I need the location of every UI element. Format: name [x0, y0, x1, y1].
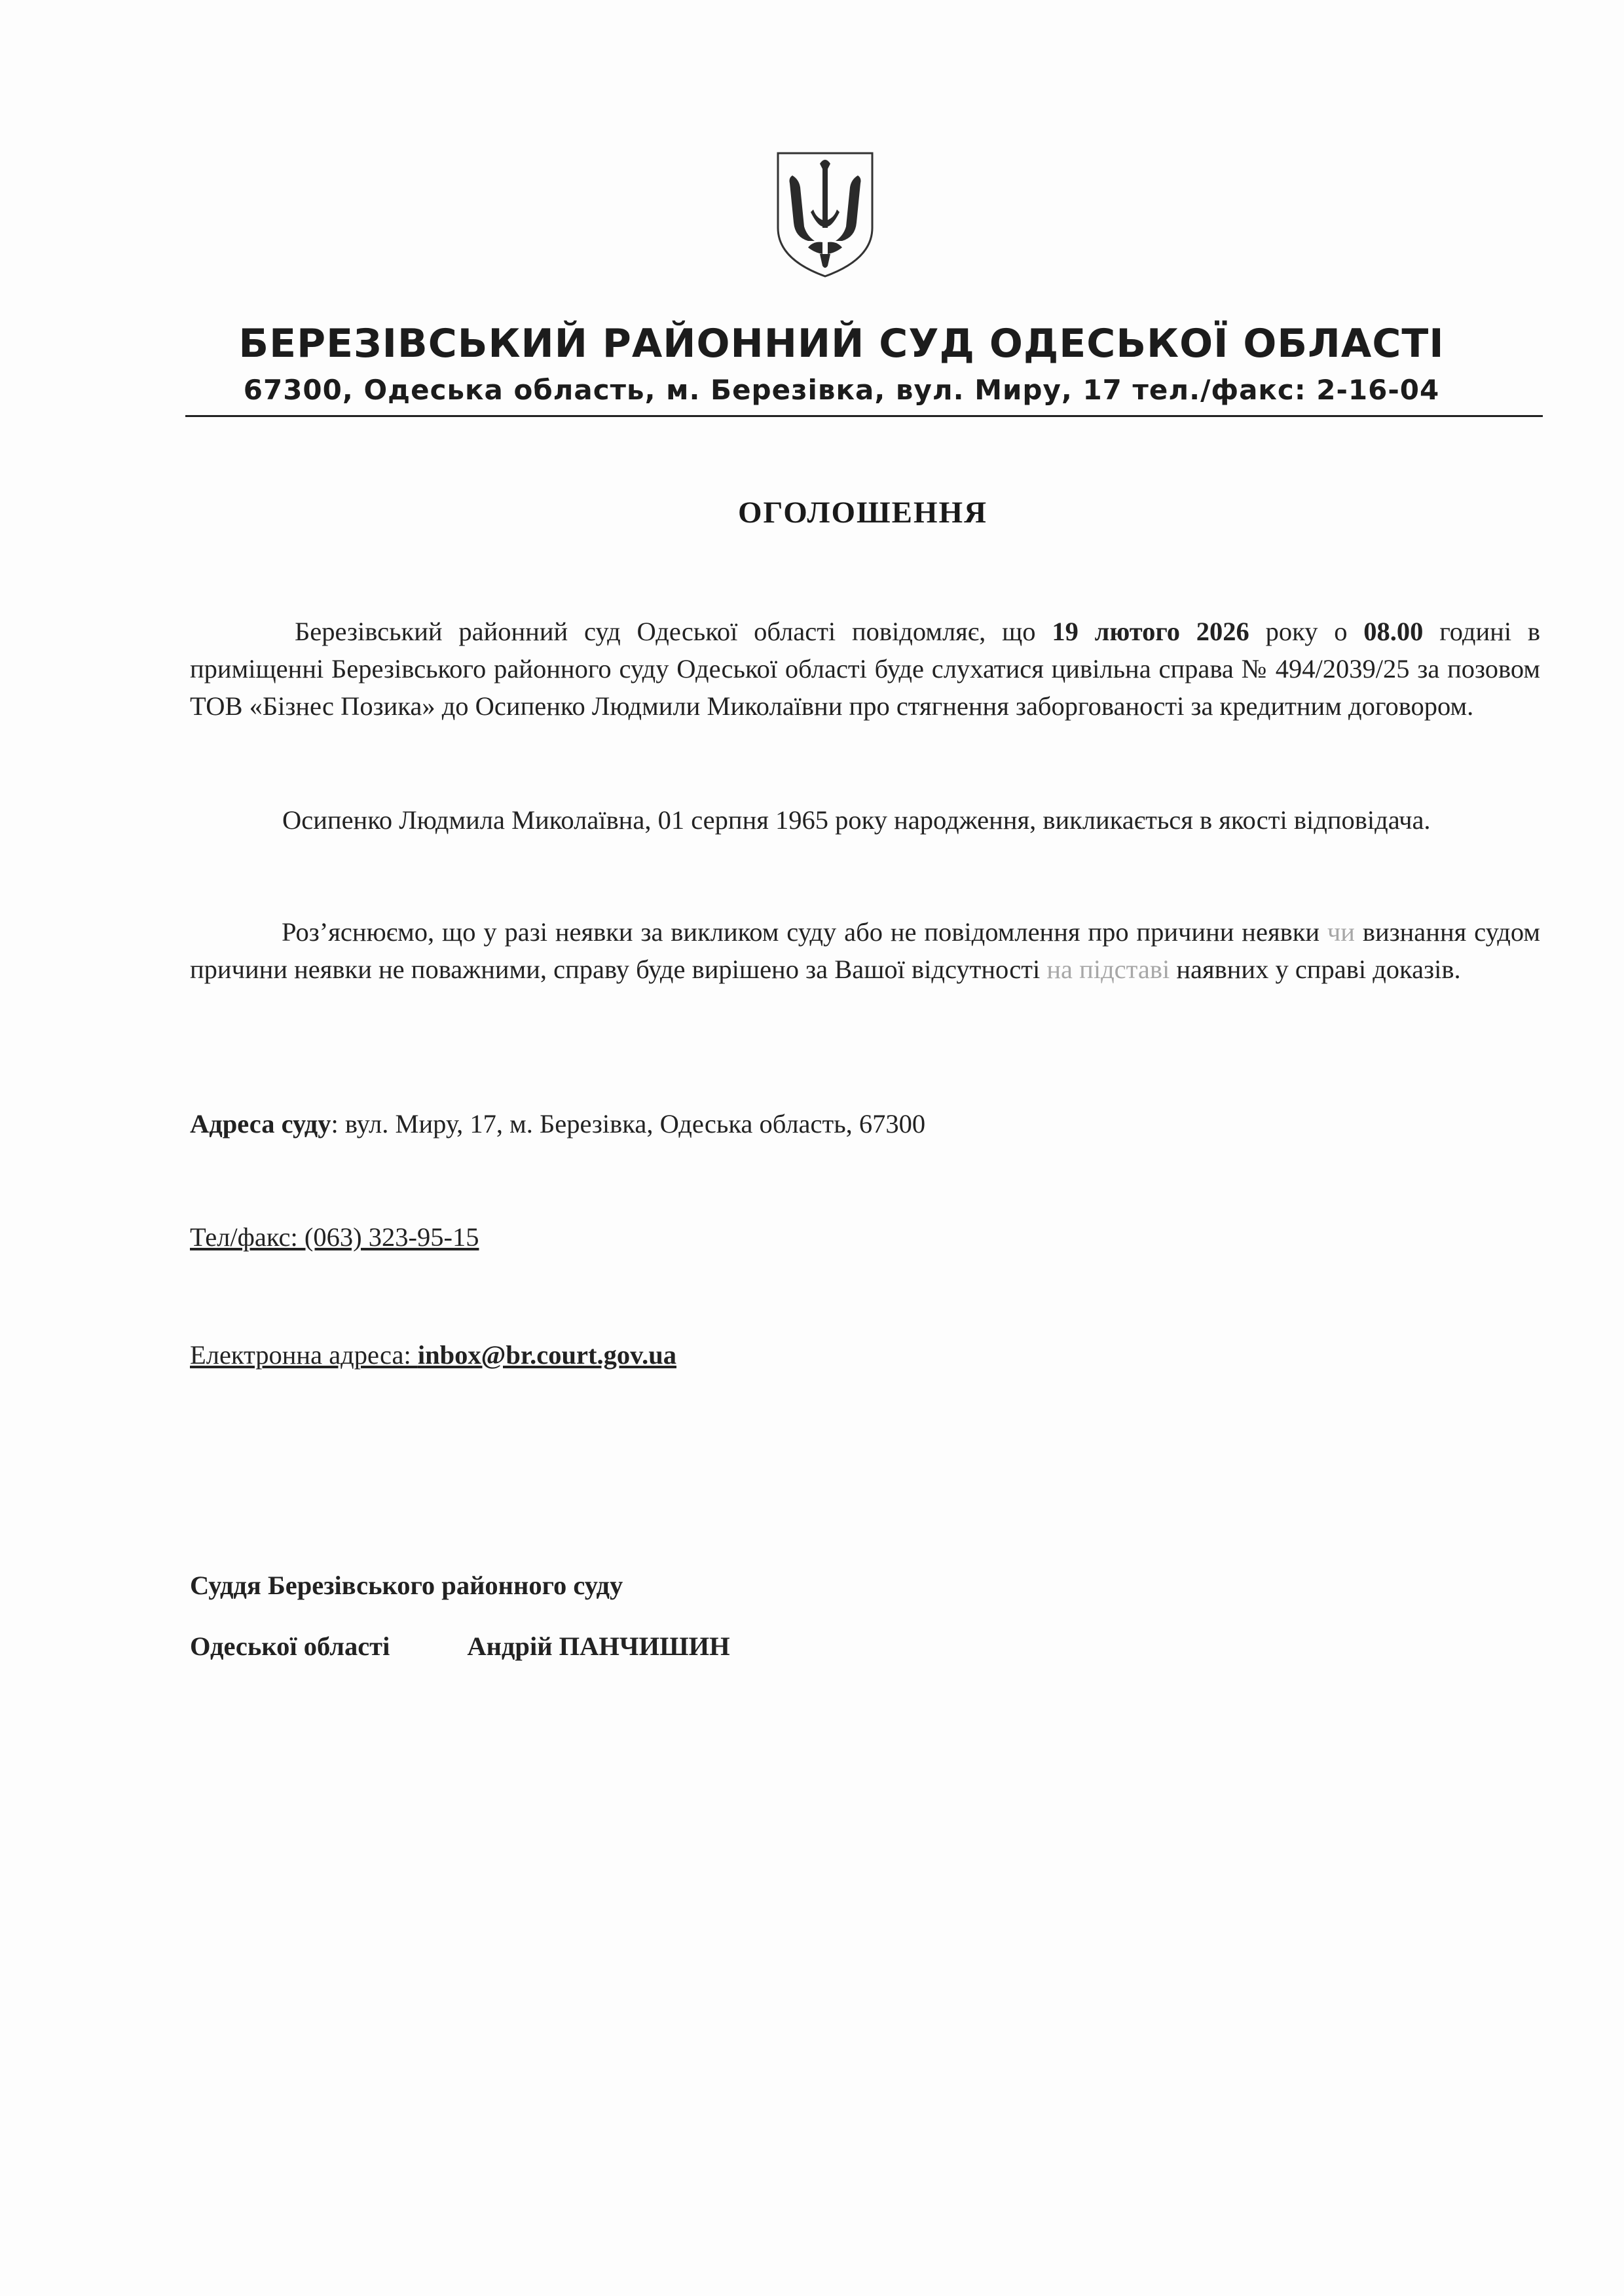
paragraph-defendant-summons: Осипенко Людмила Миколаївна, 01 серпня 1965 року народження, викликається в якості відповідача.	[282, 805, 1431, 835]
paragraph1-text-b: року о	[1249, 617, 1364, 646]
trident-coat-of-arms-icon	[774, 149, 876, 280]
address-value: : вул. Миру, 17, м. Березівка, Одеська область, 67300	[331, 1109, 926, 1139]
paragraph3-line3-faded: на підставі	[1046, 955, 1170, 984]
paragraph-absence-warning	[190, 913, 1540, 988]
paragraph-hearing-notice	[190, 613, 1540, 725]
paragraph1-text-a: Березівський районний суд Одеської області повідомляє, що	[295, 617, 1052, 646]
email-label: Електронна адреса:	[190, 1340, 418, 1370]
paragraph3-line1: Роз’яснюємо, що у разі неявки за викликом суду або не повідомлення про причини неявки	[282, 917, 1320, 947]
email-address: inbox@br.court.gov.ua	[417, 1340, 676, 1370]
address-label: Адреса суду	[190, 1109, 331, 1139]
paragraph3-line3: наявних у справі доказів.	[1170, 955, 1461, 984]
court-address-line: 67300, Одеська область, м. Березівка, вул. Миру, 17 тел./факс: 2-16-04	[243, 374, 1440, 406]
signature-line-2	[190, 1631, 730, 1662]
paragraph1-text-c: годині в приміщенні Березівського районного суду Одеської області буде слухатися цивільна справа № 494/2039/25 за позовом ТОВ «Бізнес Позика» до Осипенко Людмили Миколаївни про стягнення заборгованості за кредитним договором.	[190, 617, 1541, 721]
signature-line-1: Суддя Березівського районного суду	[190, 1571, 623, 1600]
judge-name: Андрій ПАНЧИШИН	[467, 1631, 730, 1661]
document-title: ОГОЛОШЕННЯ	[737, 496, 988, 530]
header-divider	[185, 415, 1543, 417]
signature-region: Одеської області	[190, 1631, 390, 1661]
court-name: БЕРЕЗІВСЬКИЙ РАЙОННИЙ СУД ОДЕСЬКОЇ ОБЛАСТІ	[238, 321, 1445, 367]
paragraph3-line2: визнання судом причини неявки не поважними, справу буде вирішено за Вашої відсутності	[190, 917, 1540, 984]
phone-fax-contact: Тел/факс: (063) 323-95-15	[190, 1222, 479, 1252]
email-contact	[190, 1339, 676, 1370]
court-address-contact	[190, 1108, 925, 1139]
hearing-date: 19 лютого 2026	[1052, 617, 1249, 646]
paragraph3-line2-faded: чи	[1327, 917, 1355, 947]
hearing-time: 08.00	[1363, 617, 1424, 646]
